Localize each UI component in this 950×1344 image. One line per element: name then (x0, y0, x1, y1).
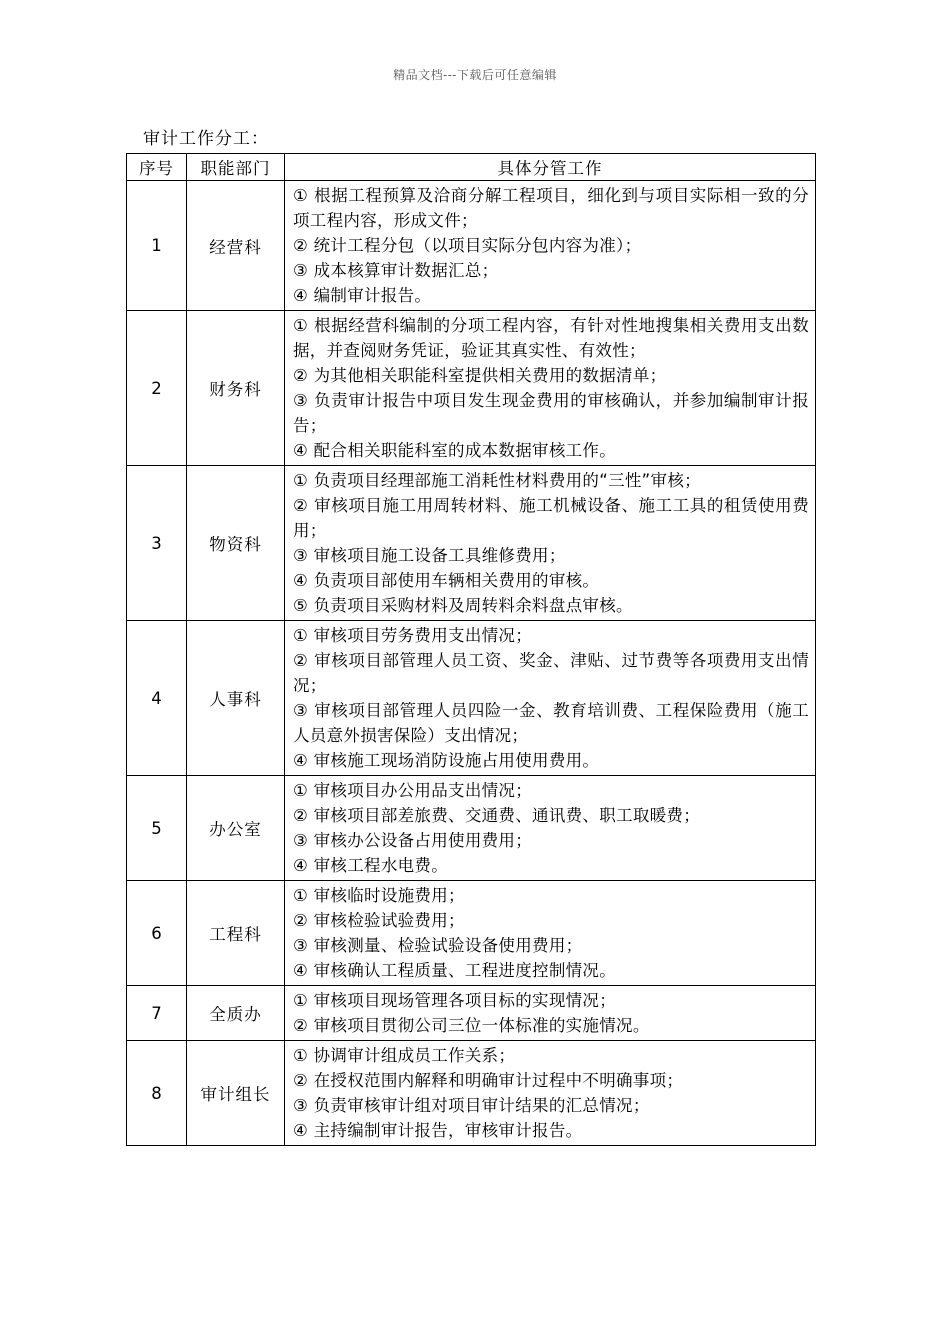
row-responsibilities (285, 881, 816, 986)
task-item: ④ 审核确认工程质量、工程进度控制情况。 (293, 961, 617, 980)
task-item: ④ 审核工程水电费。 (293, 856, 449, 875)
header-serial-number: 序号 (127, 154, 187, 181)
task-item: ② 审核项目施工用周转材料、施工机械设备、施工工具的租赁使用费用； (293, 496, 809, 540)
row-serial-number: 8 (127, 1041, 187, 1146)
row-department: 全质办 (187, 986, 285, 1041)
task-item: ③ 审核项目部管理人员四险一金、教育培训费、工程保险费用（施工人员意外损害保险）支出情况； (293, 701, 809, 745)
task-item: ③ 审核项目施工设备工具维修费用； (293, 546, 566, 565)
row-serial-number: 5 (127, 776, 187, 881)
task-item: ① 审核项目劳务费用支出情况； (293, 626, 533, 645)
row-department: 物资科 (187, 466, 285, 621)
row-responsibilities (285, 1041, 816, 1146)
row-department: 经营科 (187, 181, 285, 311)
row-department: 人事科 (187, 621, 285, 776)
task-item: ③ 审核测量、检验试验设备使用费用； (293, 936, 583, 955)
row-serial-number: 2 (127, 311, 187, 466)
task-item: ② 审核检验试验费用； (293, 911, 465, 930)
table-row (127, 986, 816, 1041)
task-item: ② 在授权范围内解释和明确审计过程中不明确事项； (293, 1071, 684, 1090)
table-body (127, 181, 816, 1146)
table-row (127, 621, 816, 776)
task-item: ③ 审核办公设备占用使用费用； (293, 831, 533, 850)
task-item: ① 根据工程预算及洽商分解工程项目，细化到与项目实际相一致的分项工程内容，形成文件； (293, 186, 809, 230)
task-item: ① 审核临时设施费用； (293, 886, 465, 905)
row-department: 工程科 (187, 881, 285, 986)
header-responsibilities: 具体分管工作 (285, 154, 816, 181)
document-title: 审计工作分工： (143, 129, 269, 149)
row-responsibilities (285, 181, 816, 311)
task-item: ① 协调审计组成员工作关系； (293, 1046, 516, 1065)
row-department: 审计组长 (187, 1041, 285, 1146)
row-serial-number: 6 (127, 881, 187, 986)
table-row (127, 881, 816, 986)
row-department: 办公室 (187, 776, 285, 881)
row-serial-number: 4 (127, 621, 187, 776)
row-responsibilities (285, 466, 816, 621)
task-item: ① 审核项目办公用品支出情况； (293, 781, 533, 800)
task-item: ③ 成本核算审计数据汇总； (293, 261, 499, 280)
row-responsibilities (285, 311, 816, 466)
task-item: ② 统计工程分包（以项目实际分包内容为准）； (293, 236, 642, 255)
table-row (127, 311, 816, 466)
task-item: ② 审核项目贯彻公司三位一体标准的实施情况。 (293, 1016, 650, 1035)
row-serial-number: 1 (127, 181, 187, 311)
row-department: 财务科 (187, 311, 285, 466)
table-row (127, 776, 816, 881)
task-item: ① 根据经营科编制的分项工程内容，有针对性地搜集相关费用支出数据，并查阅财务凭证，验证其真实性、有效性； (293, 316, 809, 360)
task-item: ⑤ 负责项目采购材料及周转料余料盘点审核。 (293, 596, 633, 615)
row-responsibilities (285, 986, 816, 1041)
table-row (127, 1041, 816, 1146)
row-responsibilities (285, 621, 816, 776)
row-serial-number: 3 (127, 466, 187, 621)
task-item: ③ 负责审核审计组对项目审计结果的汇总情况； (293, 1096, 650, 1115)
header-department: 职能部门 (187, 154, 285, 181)
task-item: ④ 编制审计报告。 (293, 286, 432, 305)
page-header-watermark: 精品文档---下载后可任意编辑 (393, 68, 557, 82)
task-item: ① 负责项目经理部施工消耗性材料费用的“三性”审核； (293, 471, 701, 490)
table-header-row (127, 154, 816, 181)
audit-division-table (126, 153, 816, 1146)
task-item: ② 审核项目部管理人员工资、奖金、津贴、过节费等各项费用支出情况； (293, 651, 809, 695)
task-item: ③ 负责审计报告中项目发生现金费用的审核确认，并参加编制审计报告； (293, 391, 809, 435)
task-item: ④ 配合相关职能科室的成本数据审核工作。 (293, 441, 617, 460)
task-item: ④ 负责项目部使用车辆相关费用的审核。 (293, 571, 600, 590)
row-serial-number: 7 (127, 986, 187, 1041)
table-row (127, 181, 816, 311)
table-row (127, 466, 816, 621)
task-item: ② 审核项目部差旅费、交通费、通讯费、职工取暖费； (293, 806, 701, 825)
task-item: ② 为其他相关职能科室提供相关费用的数据清单； (293, 366, 667, 385)
row-responsibilities (285, 776, 816, 881)
task-item: ④ 审核施工现场消防设施占用使用费用。 (293, 751, 600, 770)
task-item: ① 审核项目现场管理各项目标的实现情况； (293, 991, 617, 1010)
task-item: ④ 主持编制审计报告，审核审计报告。 (293, 1121, 583, 1140)
